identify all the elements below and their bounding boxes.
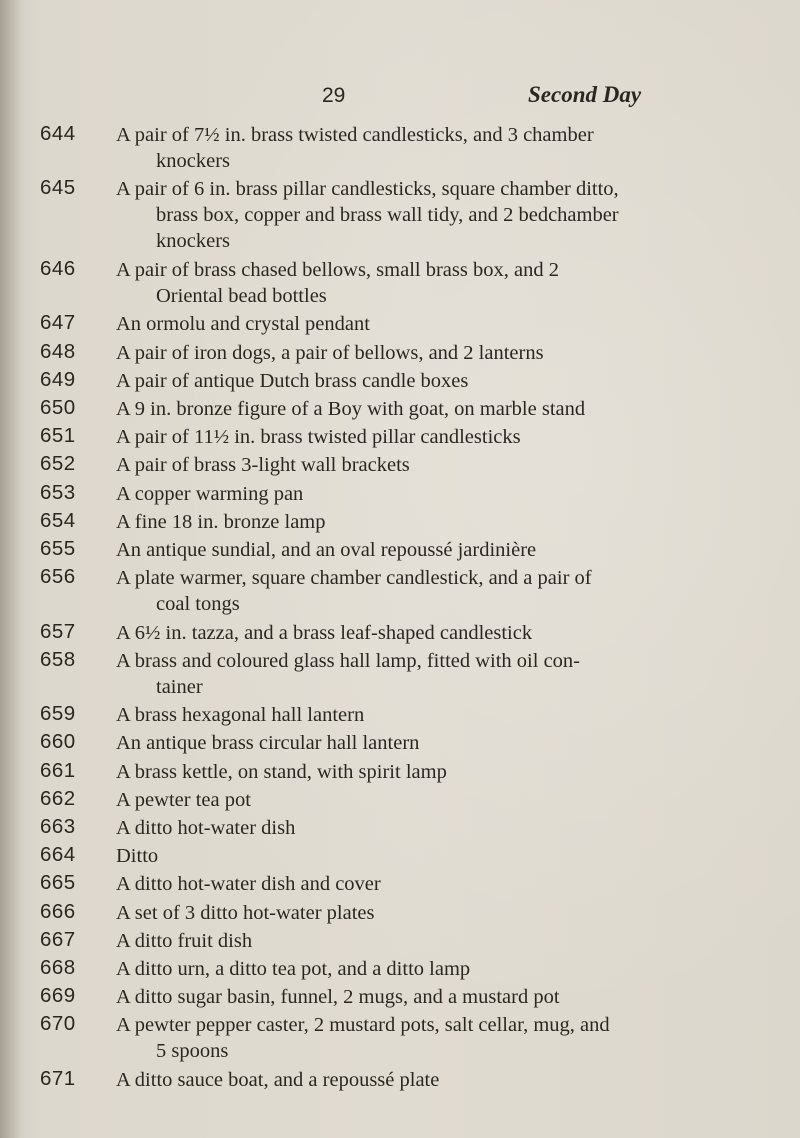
lot-description [116,565,784,617]
lot-description-line: A pewter tea pot [116,788,251,811]
lot-description [116,843,784,869]
lot-description-line: A set of 3 ditto hot-water plates [116,901,375,924]
lot-number: 649 [40,367,76,391]
lot-number: 665 [40,871,76,895]
lot-description [116,759,784,785]
lot-description-line: A pair of antique Dutch brass candle boxes [116,369,469,392]
lot-number: 659 [40,702,76,726]
lot-description-line: A ditto fruit dish [116,929,253,952]
lot-number: 666 [40,899,76,923]
lot-number: 654 [40,508,76,532]
lot-number: 669 [40,984,76,1008]
lot-description-line: A pair of brass chased bellows, small brass box, and 2 [116,259,559,281]
lot-description-line: A pair of brass 3-light wall brackets [116,454,410,477]
lot-description-line: A plate warmer, square chamber candlestick, and a pair of [116,567,592,590]
lot-description [116,871,784,897]
lot-description [116,340,784,366]
lot-description-line: A fine 18 in. bronze lamp [116,510,326,533]
lot-number: 645 [40,176,76,200]
lot-number: 647 [40,311,76,335]
lot-description-continuation: Oriental bead bottles [156,285,327,307]
lot-description [116,396,784,422]
lot-description [116,452,784,478]
lot-description [116,176,784,254]
lot-description-line: A copper warming pan [116,482,304,505]
lot-number: 671 [40,1066,76,1090]
lot-description-line: A pair of 6 in. brass pillar candlesticks, square chamber ditto, [116,178,619,201]
lot-description-line: Ditto [116,845,159,868]
lot-number: 653 [40,480,76,504]
page-number: 29 [322,84,346,107]
lot-description-line: A ditto urn, a ditto tea pot, and a ditto lamp [116,958,471,980]
lot-description [116,900,784,926]
lot-number: 648 [40,339,76,363]
lot-description-continuation: knockers [156,150,231,172]
lot-description [116,537,784,563]
lot-number: 652 [40,452,76,476]
lot-description-continuation: knockers [156,230,231,253]
lot-number: 651 [40,424,76,448]
lot-description-line: A pewter pepper caster, 2 mustard pots, salt cellar, mug, and [116,1014,610,1037]
lot-description [116,424,784,450]
lot-description-line: A pair of 7½ in. brass twisted candlesticks, and 3 chamber [116,124,594,146]
lot-number: 670 [40,1012,76,1036]
lot-description-line: A 6½ in. tazza, and a brass leaf-shaped candlestick [116,621,533,644]
lot-description [116,122,784,174]
lot-description-continuation: 5 spoons [156,1040,229,1063]
lot-description-line: An antique brass circular hall lantern [116,732,420,755]
page-edge-shadow [0,0,22,1138]
lot-description [116,815,784,841]
lot-number: 658 [40,647,76,671]
lot-description-line: A brass hexagonal hall lantern [116,704,365,727]
lot-description-line: A ditto hot-water dish [116,817,296,839]
lot-number: 661 [40,758,76,782]
lot-number: 657 [40,619,76,643]
lot-description [116,984,784,1010]
lot-description [116,648,784,700]
lot-number: 656 [40,565,76,589]
lot-description-line: An antique sundial, and an oval repoussé jardinière [116,539,537,561]
lot-description [116,956,784,982]
lot-description-line: A ditto hot-water dish and cover [116,873,381,896]
lot-description [116,787,784,813]
page-title: Second Day [528,82,642,107]
lot-description-continuation: tainer [156,675,203,698]
lot-description [116,257,784,309]
lot-number: 668 [40,956,76,979]
lot-description-line: A brass and coloured glass hall lamp, fitted with oil con- [116,649,581,672]
lot-description [116,1067,784,1093]
lot-number: 660 [40,730,76,754]
lot-description-line: A pair of 11½ in. brass twisted pillar candlesticks [116,426,521,449]
lot-description [116,702,784,728]
lot-description-line: A 9 in. bronze figure of a Boy with goat, on marble stand [116,398,586,420]
lot-description [116,481,784,507]
lot-description [116,928,784,954]
lot-description-line: A ditto sugar basin, funnel, 2 mugs, and a mustard pot [116,986,560,1009]
lot-number: 663 [40,815,76,838]
lot-description-continuation: coal tongs [156,593,240,616]
lot-description [116,1012,784,1064]
lot-description-line: An ormolu and crystal pendant [116,313,370,336]
lot-number: 667 [40,927,76,951]
lot-description-line: A brass kettle, on stand, with spirit lamp [116,760,447,783]
page-header [0,84,800,114]
lot-description [116,620,784,646]
lot-description-continuation: brass box, copper and brass wall tidy, and 2 bedchamber [156,204,619,227]
lot-description [116,368,784,394]
lot-description-line: A ditto sauce boat, and a repoussé plate [116,1068,440,1091]
lot-description [116,509,784,535]
lot-number: 650 [40,396,76,419]
lot-number: 655 [40,537,76,560]
lot-description [116,311,784,337]
lot-number: 664 [40,843,76,867]
lot-description-line: A pair of iron dogs, a pair of bellows, and 2 lanterns [116,341,544,364]
lot-description [116,730,784,756]
lot-number: 644 [40,122,76,145]
lot-number: 646 [40,257,76,280]
lot-number: 662 [40,786,76,810]
